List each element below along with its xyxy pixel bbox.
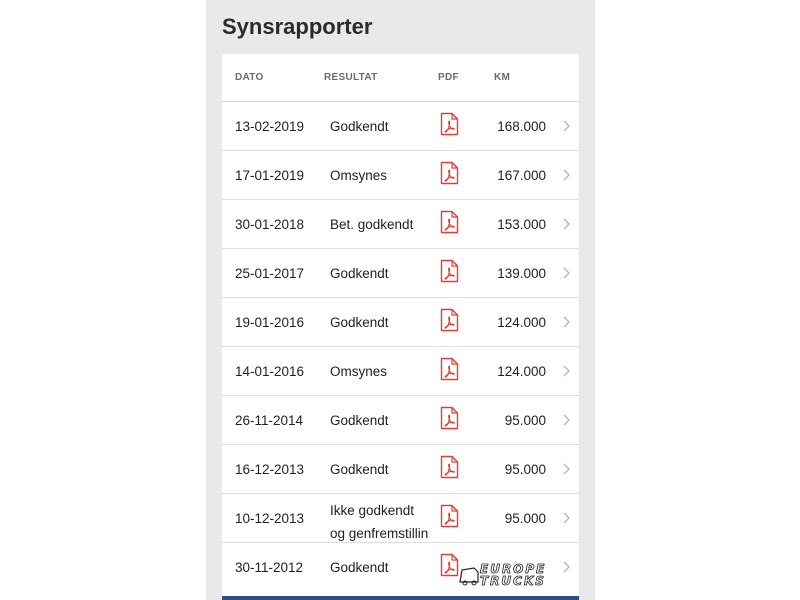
europe-trucks-logo bbox=[458, 562, 582, 588]
chevron-right-icon bbox=[561, 315, 571, 329]
pdf-icon[interactable] bbox=[440, 504, 459, 528]
row-result bbox=[330, 217, 413, 232]
header-date: DATO bbox=[235, 72, 264, 83]
table-row[interactable] bbox=[222, 396, 579, 445]
table-row[interactable] bbox=[222, 494, 579, 543]
row-result bbox=[330, 413, 389, 428]
row-result bbox=[330, 315, 389, 330]
row-date: 17-01-2019 bbox=[235, 168, 305, 183]
row-km: 124.000 bbox=[497, 364, 546, 379]
pdf-icon[interactable] bbox=[440, 553, 459, 577]
row-result bbox=[330, 499, 428, 545]
row-result-line1: Ikke godkendt bbox=[330, 503, 415, 518]
table-body bbox=[222, 102, 579, 592]
table-header bbox=[222, 54, 579, 102]
row-km: 139.000 bbox=[497, 266, 546, 281]
row-date: 14-01-2016 bbox=[235, 364, 305, 379]
row-result bbox=[330, 560, 389, 575]
pdf-icon[interactable] bbox=[440, 112, 459, 136]
table-row[interactable] bbox=[222, 249, 579, 298]
inspection-reports-panel bbox=[206, 0, 595, 600]
row-result-line1: Godkendt bbox=[330, 462, 389, 477]
pdf-icon[interactable] bbox=[440, 406, 459, 430]
row-result-line1: Godkendt bbox=[330, 119, 389, 134]
chevron-right-icon bbox=[561, 119, 571, 133]
header-pdf: PDF bbox=[438, 72, 459, 83]
row-result-line1: Omsynes bbox=[330, 168, 388, 183]
row-result bbox=[330, 462, 389, 477]
pdf-icon[interactable] bbox=[440, 210, 459, 234]
row-date: 19-01-2016 bbox=[235, 315, 305, 330]
row-result-line1: Godkendt bbox=[330, 413, 389, 428]
row-result bbox=[330, 364, 387, 379]
row-result-line2: og genfremstillin bbox=[330, 526, 429, 541]
pdf-icon[interactable] bbox=[440, 455, 459, 479]
row-date: 13-02-2019 bbox=[235, 119, 305, 134]
pdf-icon[interactable] bbox=[440, 259, 459, 283]
bottom-banner bbox=[222, 596, 579, 600]
table-row[interactable] bbox=[222, 200, 579, 249]
row-km: 124.000 bbox=[497, 315, 546, 330]
row-date: 16-12-2013 bbox=[235, 462, 305, 477]
page-title: Synsrapporter bbox=[222, 14, 373, 39]
row-result-line1: Bet. godkendt bbox=[330, 217, 414, 232]
chevron-right-icon bbox=[561, 266, 571, 280]
logo-text-trucks: TRUCKS bbox=[480, 574, 546, 588]
pdf-icon[interactable] bbox=[440, 308, 459, 332]
chevron-right-icon bbox=[561, 413, 571, 427]
row-km: 95.000 bbox=[504, 413, 546, 428]
row-result bbox=[330, 119, 389, 134]
row-date: 30-01-2018 bbox=[235, 217, 305, 232]
pdf-icon[interactable] bbox=[440, 357, 459, 381]
table-row[interactable] bbox=[222, 102, 579, 151]
row-km: 95.000 bbox=[504, 462, 546, 477]
table-row[interactable] bbox=[222, 347, 579, 396]
row-date: 26-11-2014 bbox=[235, 413, 304, 428]
header-result: RESULTAT bbox=[324, 72, 378, 83]
table-row[interactable] bbox=[222, 298, 579, 347]
row-result-line1: Omsynes bbox=[330, 364, 388, 379]
chevron-right-icon bbox=[561, 217, 571, 231]
reports-table bbox=[222, 54, 579, 600]
row-result bbox=[330, 168, 387, 183]
truck-logo-icon bbox=[458, 562, 480, 588]
row-km: 95.000 bbox=[504, 511, 546, 526]
table-row[interactable] bbox=[222, 151, 579, 200]
row-result-line1: Godkendt bbox=[330, 315, 389, 330]
row-result bbox=[330, 266, 389, 281]
row-date: 10-12-2013 bbox=[235, 511, 305, 526]
chevron-right-icon bbox=[561, 364, 571, 378]
chevron-right-icon bbox=[561, 462, 571, 476]
logo-text-europe: EUROPE bbox=[480, 562, 547, 576]
table-row[interactable] bbox=[222, 445, 579, 494]
chevron-right-icon bbox=[561, 168, 571, 182]
pdf-icon[interactable] bbox=[440, 161, 459, 185]
row-km: 167.000 bbox=[497, 168, 546, 183]
row-date: 25-01-2017 bbox=[235, 266, 305, 281]
header-km: KM bbox=[494, 72, 511, 83]
row-date: 30-11-2012 bbox=[235, 560, 304, 575]
row-result-line1: Godkendt bbox=[330, 266, 389, 281]
chevron-right-icon bbox=[561, 511, 571, 525]
row-km: 168.000 bbox=[497, 119, 546, 134]
row-km: 153.000 bbox=[497, 217, 546, 232]
row-result-line1: Godkendt bbox=[330, 560, 389, 575]
